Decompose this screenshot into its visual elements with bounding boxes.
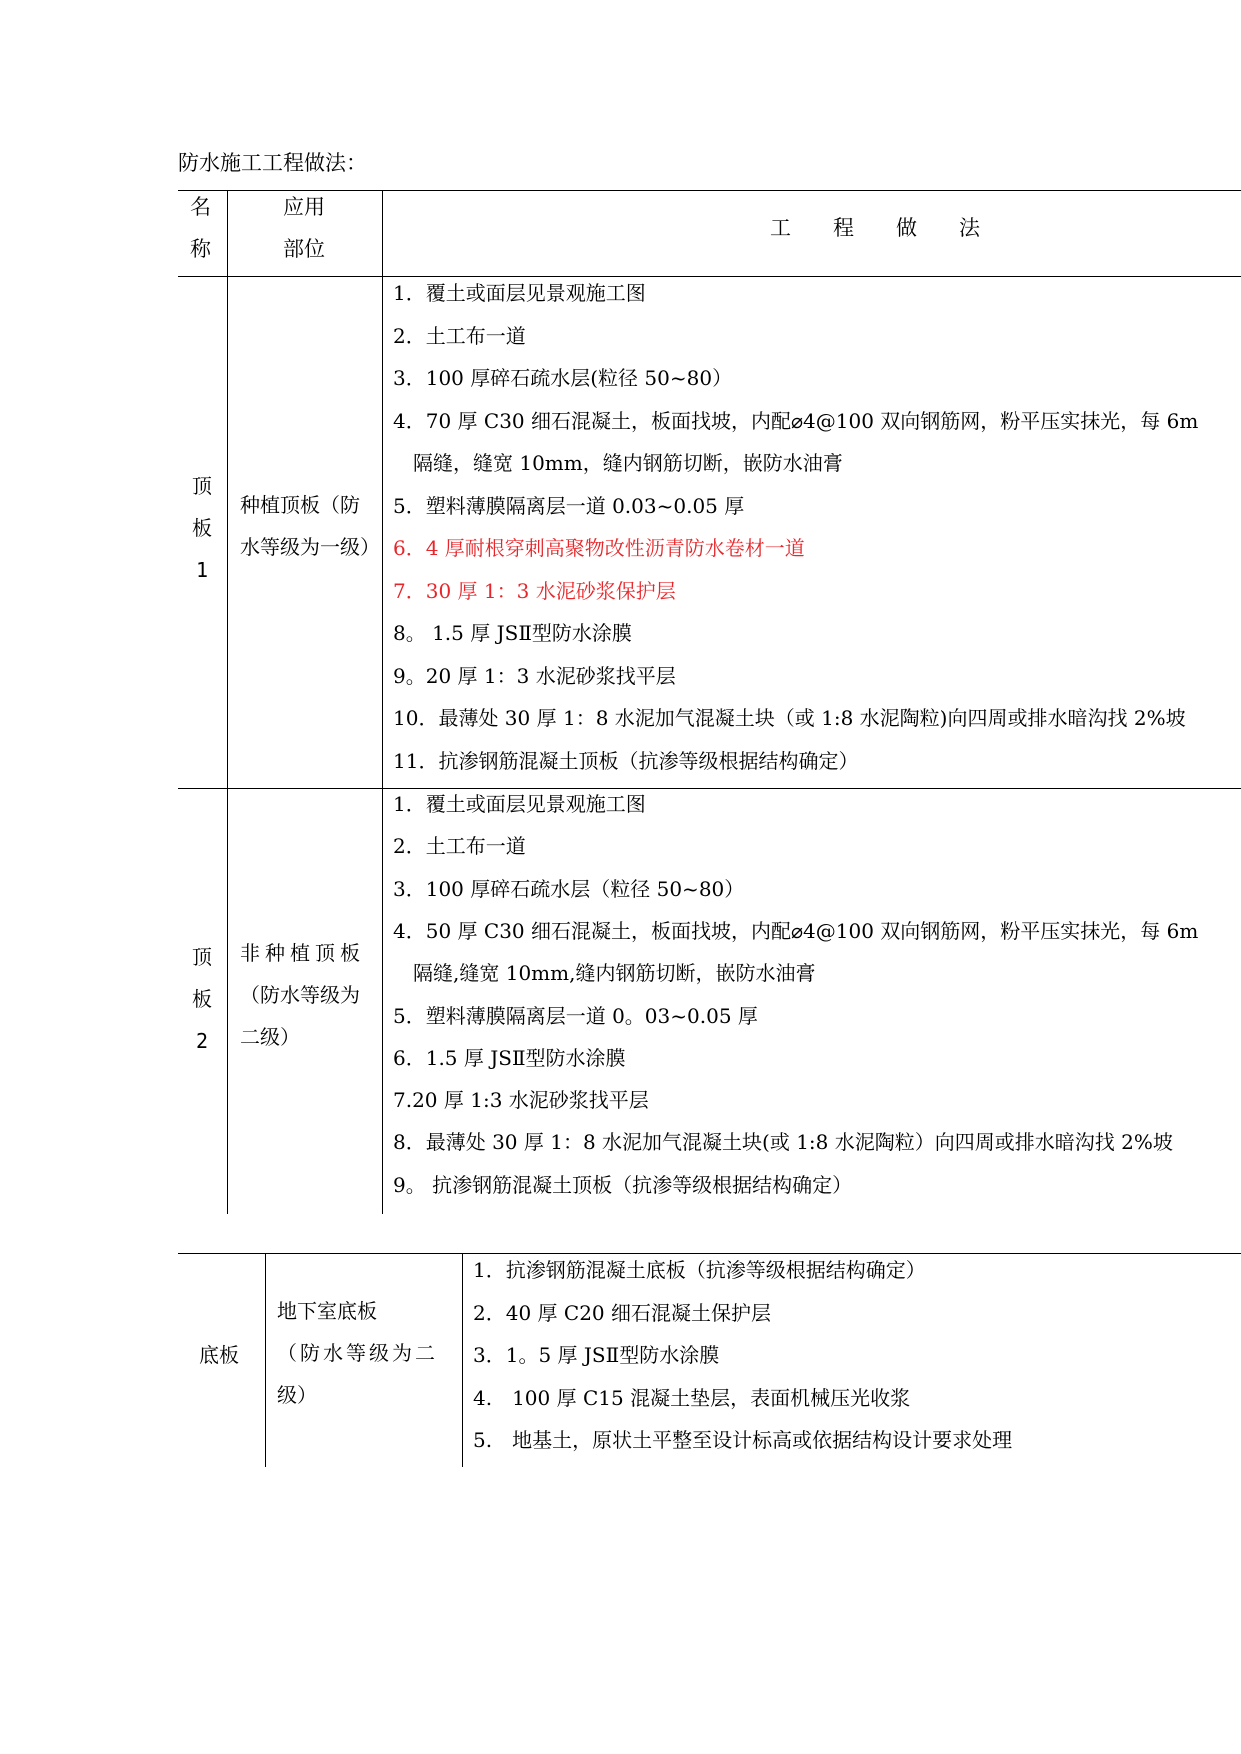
method-item: 3．100 厚碎石疏水层(粒径 50~80） (393, 366, 733, 390)
method-item: 4．50 厚 C30 细石混凝土，板面找坡，内配⌀4@100 双向钢筋网，粉平压实抹光，每 6m (393, 918, 1199, 943)
header-name-line2: 称 (190, 237, 211, 261)
row3-part-line1: 地下室底板 (277, 1299, 377, 1323)
method-item: 4. 100 厚 C15 混凝土垫层，表面机械压光收浆 (473, 1385, 911, 1410)
header-part-line1: 应用 (283, 195, 325, 219)
method-item: 8。 1.5 厚 JSⅡ型防水涂膜 (393, 621, 632, 645)
method-item: 6．4 厚耐根穿刺高聚物改性沥青防水卷材一道 (393, 536, 805, 560)
method-item: 5．塑料薄膜隔离层一道 0.03~0.05 厚 (393, 493, 745, 518)
row3-name: 底板 (199, 1343, 239, 1367)
table-border-top (178, 190, 1241, 191)
method-item: 1．覆土或面层见景观施工图 (393, 792, 646, 816)
method-item: 隔缝,缝宽 10mm,缝内钢筋切断，嵌防水油膏 (393, 961, 816, 986)
row2-part-line3: 二级） (240, 1025, 300, 1049)
row2-part-line1: 非种植顶板 (240, 941, 365, 965)
table-row-divider (178, 788, 1241, 789)
method-item: 4．70 厚 C30 细石混凝土，板面找坡，内配⌀4@100 双向钢筋网，粉平压实抹光，每 6m (393, 408, 1199, 433)
page-title: 防水施工工程做法： (178, 151, 367, 175)
row2-name-line1: 顶 (192, 945, 212, 969)
method-item: 2．土工布一道 (393, 323, 526, 348)
method-item: 隔缝，缝宽 10mm，缝内钢筋切断，嵌防水油膏 (393, 451, 843, 475)
method-item: 6．1.5 厚 JSⅡ型防水涂膜 (393, 1045, 626, 1070)
table2-border-top (178, 1253, 1241, 1254)
method-item: 11．抗渗钢筋混凝土顶板（抗渗等级根据结构确定） (393, 748, 859, 773)
header-part-line2: 部位 (283, 237, 325, 261)
table-col-divider-2 (382, 190, 383, 1214)
row3-part-line2: （防水等级为二 (277, 1341, 438, 1365)
table-header-divider (178, 276, 1241, 277)
row2-name-line2: 板 (192, 987, 212, 1011)
row1-part-line2: 水等级为一级） (240, 535, 380, 559)
method-item: 8．最薄处 30 厚 1：8 水泥加气混凝土块(或 1:8 水泥陶粒）向四周或排水暗沟找 2%坡 (393, 1130, 1173, 1155)
table2-col-divider-1 (265, 1253, 266, 1467)
method-item: 1．抗渗钢筋混凝土底板（抗渗等级根据结构确定） (473, 1258, 926, 1282)
row1-name-line3: 1 (196, 558, 209, 582)
method-item: 7.20 厚 1:3 水泥砂浆找平层 (393, 1088, 649, 1113)
row1-name-line2: 板 (192, 516, 212, 540)
row1-name-line1: 顶 (192, 474, 212, 498)
method-item: 2．土工布一道 (393, 834, 526, 859)
method-item: 5．塑料薄膜隔离层一道 0。03~0.05 厚 (393, 1003, 758, 1028)
method-item: 1．覆土或面层见景观施工图 (393, 281, 646, 305)
table-col-divider-1 (227, 190, 228, 1214)
method-item: 7．30 厚 1：3 水泥砂浆保护层 (393, 578, 676, 603)
row2-part-line2: （防水等级为 (240, 983, 360, 1007)
method-item: 3．100 厚碎石疏水层（粒径 50~80） (393, 876, 745, 901)
row3-part-line3: 级） (277, 1383, 317, 1407)
header-name-line1: 名 (190, 195, 211, 219)
header-method-cell: 工 程 做 法 (770, 216, 980, 240)
method-item: 3．1。5 厚 JSⅡ型防水涂膜 (473, 1343, 720, 1367)
method-item: 2．40 厚 C20 细石混凝土保护层 (473, 1300, 771, 1325)
method-item: 10．最薄处 30 厚 1：8 水泥加气混凝土块（或 1:8 水泥陶粒)向四周或排水暗沟找 2%坡 (393, 706, 1186, 730)
method-item: 9。20 厚 1：3 水泥砂浆找平层 (393, 663, 676, 688)
row2-name-line3: 2 (196, 1029, 209, 1053)
row1-part-line1: 种植顶板（防 (240, 493, 360, 517)
table2-col-divider-2 (462, 1253, 463, 1467)
method-item: 5. 地基土，原状土平整至设计标高或依据结构设计要求处理 (473, 1428, 1013, 1452)
method-item: 9。 抗渗钢筋混凝土顶板（抗渗等级根据结构确定） (393, 1172, 853, 1197)
